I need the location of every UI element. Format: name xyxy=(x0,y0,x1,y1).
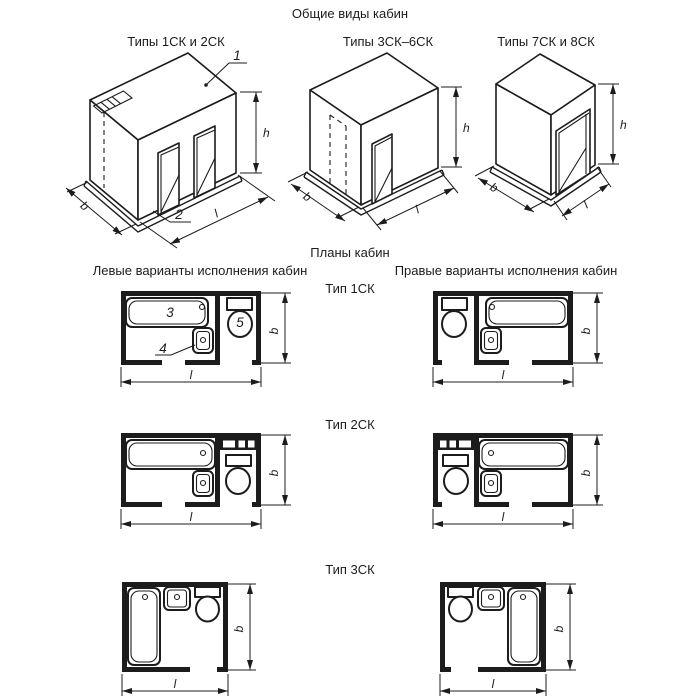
toilet xyxy=(442,298,467,337)
type-label-3sk: Тип 3СК xyxy=(325,562,375,577)
washbasin xyxy=(155,328,213,356)
washbasin xyxy=(193,471,213,496)
length-dimension xyxy=(121,509,261,529)
callout-cabin xyxy=(204,48,247,87)
bathtub xyxy=(486,298,568,327)
plan-2sk-left xyxy=(119,429,299,535)
length-dimension xyxy=(440,674,546,696)
callout-2-label: 2 xyxy=(175,207,183,222)
caption-types-7sk-8sk: Типы 7СК и 8СК xyxy=(497,34,595,49)
width-dimension xyxy=(573,293,603,363)
width-dimension xyxy=(228,584,256,670)
dim-label-l: l xyxy=(189,510,193,524)
dim-label-l: l xyxy=(580,198,591,212)
bathtub xyxy=(508,588,540,665)
washbasin xyxy=(478,587,504,610)
caption-types-1sk-2sk: Типы 1СК и 2СК xyxy=(127,34,225,49)
width-dimension xyxy=(573,435,603,505)
plan-2sk-right xyxy=(431,429,611,535)
washbasin xyxy=(164,587,190,610)
page-title: Общие виды кабин xyxy=(291,6,409,21)
dim-label-b: b xyxy=(579,469,593,477)
vent-block xyxy=(220,438,256,450)
type-label-2sk: Тип 2СК xyxy=(325,417,375,432)
dim-label-b: b xyxy=(552,625,566,633)
height-dimension xyxy=(240,92,270,173)
height-dimension xyxy=(441,87,470,167)
bathtub xyxy=(126,298,208,327)
dim-label-l: l xyxy=(501,510,505,524)
door-opening xyxy=(158,143,179,215)
dim-label-l: l xyxy=(211,206,221,221)
plan-3sk-right xyxy=(438,580,588,698)
dim-label-h: h xyxy=(620,118,627,132)
vent-block xyxy=(438,438,474,450)
type-label-1sk: Тип 1СК xyxy=(325,281,375,296)
bathtub xyxy=(126,440,215,469)
toilet xyxy=(195,587,220,622)
dim-label-l: l xyxy=(501,368,505,382)
dim-label-b: b xyxy=(300,189,315,205)
iso-view-7sk-8sk xyxy=(468,53,648,233)
dim-label-b: b xyxy=(232,625,246,633)
dim-label-l: l xyxy=(173,677,177,691)
dim-label-l: l xyxy=(491,677,495,691)
toilet xyxy=(226,455,251,494)
washbasin xyxy=(481,328,501,353)
plan-1sk-right xyxy=(431,287,611,393)
dim-label-l: l xyxy=(189,368,193,382)
width-dimension xyxy=(261,293,291,363)
dim-label-b: b xyxy=(487,179,501,196)
width-dimension xyxy=(546,584,576,670)
length-dimension xyxy=(121,367,261,387)
dim-label-l: l xyxy=(412,202,422,217)
dim-label-h: h xyxy=(263,126,270,140)
door-opening xyxy=(194,126,215,198)
callout-5-label: 5 xyxy=(236,315,244,330)
right-column-header: Правые варианты исполнения кабин xyxy=(394,263,618,278)
iso-view-1sk-2sk xyxy=(58,48,288,248)
length-dimension xyxy=(433,509,573,529)
length-dimension xyxy=(122,674,228,696)
door-opening xyxy=(372,134,392,204)
callout-3-label: 3 xyxy=(166,305,174,320)
dim-label-h: h xyxy=(463,121,470,135)
height-dimension xyxy=(598,84,627,164)
toilet xyxy=(443,455,468,494)
callout-4-label: 4 xyxy=(159,341,167,356)
dim-label-b: b xyxy=(579,327,593,335)
bathtub xyxy=(479,440,568,469)
caption-types-3sk-6sk: Типы 3СК–6СК xyxy=(342,34,434,49)
width-dimension xyxy=(261,435,291,505)
iso-view-3sk-6sk xyxy=(283,53,478,233)
washbasin xyxy=(481,471,501,496)
dim-label-b: b xyxy=(77,198,92,214)
toilet xyxy=(227,298,252,337)
plan-1sk-left xyxy=(119,287,299,393)
dim-label-b: b xyxy=(267,469,281,477)
plans-title: Планы кабин xyxy=(310,245,390,260)
length-dimension xyxy=(433,367,573,387)
callout-1-label: 1 xyxy=(233,48,241,63)
left-column-header: Левые варианты исполнения кабин xyxy=(92,263,308,278)
bathtub xyxy=(128,588,160,665)
plan-3sk-left xyxy=(120,580,270,698)
dim-label-b: b xyxy=(267,327,281,335)
toilet xyxy=(448,587,473,622)
